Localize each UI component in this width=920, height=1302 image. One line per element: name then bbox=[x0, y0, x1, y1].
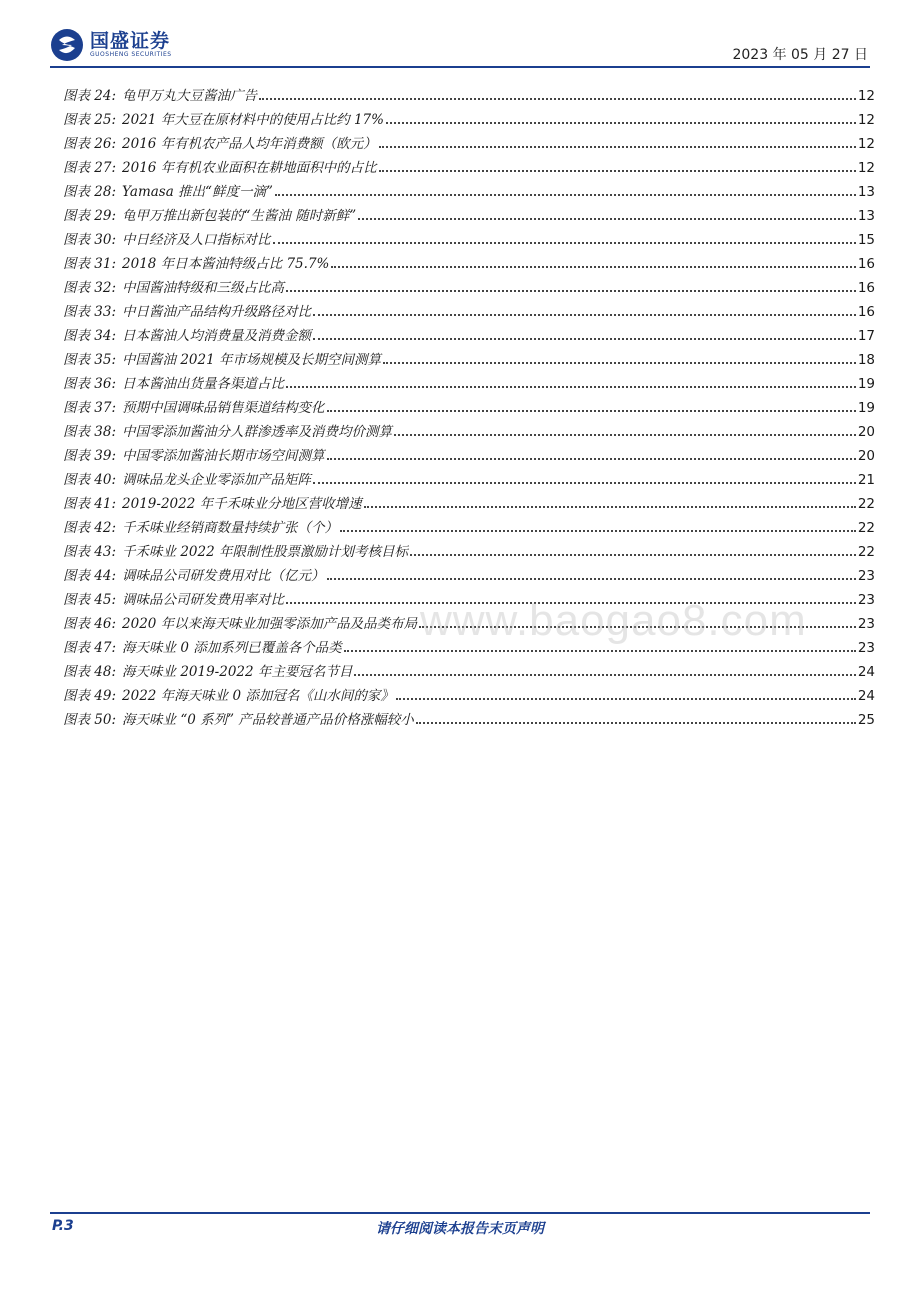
figure-label: 图表 37: bbox=[63, 400, 117, 416]
figure-label: 图表 26: bbox=[63, 136, 117, 152]
figure-label: 图表 32: bbox=[63, 280, 117, 296]
toc-entry[interactable] bbox=[63, 104, 875, 128]
figure-label: 图表 44: bbox=[63, 568, 117, 584]
dot-leader bbox=[364, 505, 856, 508]
figure-page-number: 15 bbox=[857, 232, 875, 248]
toc-entry[interactable] bbox=[63, 512, 875, 536]
figure-title: 调味品公司研发费用率对比 bbox=[122, 592, 285, 608]
figure-page-number: 21 bbox=[857, 472, 875, 488]
figure-page-number: 23 bbox=[857, 616, 875, 632]
dot-leader bbox=[327, 577, 856, 580]
figure-title: 中日酱油产品结构升级路径对比 bbox=[122, 304, 312, 320]
dot-leader bbox=[327, 409, 856, 412]
figure-title: 中国酱油 2021 年市场规模及长期空间测算 bbox=[122, 352, 381, 368]
toc-entry[interactable] bbox=[63, 464, 875, 488]
toc-entry[interactable] bbox=[63, 80, 875, 104]
dot-leader bbox=[273, 241, 856, 244]
dot-leader bbox=[331, 265, 855, 268]
figure-title: 预期中国调味品销售渠道结构变化 bbox=[122, 400, 325, 416]
figure-page-number: 20 bbox=[857, 424, 875, 440]
figure-title: 中日经济及人口指标对比 bbox=[122, 232, 271, 248]
figure-page-number: 12 bbox=[857, 88, 875, 104]
figure-title: 日本酱油出货量各渠道占比 bbox=[122, 376, 285, 392]
figure-label: 图表 33: bbox=[63, 304, 117, 320]
page-header bbox=[0, 0, 920, 70]
figure-label: 图表 45: bbox=[63, 592, 117, 608]
toc-entry[interactable] bbox=[63, 488, 875, 512]
toc-entry[interactable] bbox=[63, 680, 875, 704]
figure-label: 图表 43: bbox=[63, 544, 117, 560]
figure-page-number: 12 bbox=[857, 160, 875, 176]
figure-title: 调味品龙头企业零添加产品矩阵 bbox=[122, 472, 312, 488]
figure-title: 中国零添加酱油长期市场空间测算 bbox=[122, 448, 325, 464]
toc-entry[interactable] bbox=[63, 248, 875, 272]
dot-leader bbox=[358, 217, 856, 220]
figure-page-number: 24 bbox=[857, 664, 875, 680]
toc-entry[interactable] bbox=[63, 152, 875, 176]
figure-label: 图表 38: bbox=[63, 424, 117, 440]
dot-leader bbox=[344, 649, 856, 652]
figure-page-number: 22 bbox=[857, 496, 875, 512]
figure-title: 2016 年有机农业面积在耕地面积中的占比 bbox=[122, 160, 377, 176]
figure-page-number: 22 bbox=[857, 520, 875, 536]
figure-title: 千禾味业经销商数量持续扩张（个） bbox=[122, 520, 339, 536]
figure-title: 千禾味业 2022 年限制性股票激励计划考核目标 bbox=[122, 544, 408, 560]
figure-label: 图表 29: bbox=[63, 208, 117, 224]
guosheng-logo-icon bbox=[50, 28, 84, 62]
figure-page-number: 22 bbox=[857, 544, 875, 560]
header-divider bbox=[50, 66, 870, 68]
figure-page-number: 13 bbox=[857, 208, 875, 224]
toc-entry[interactable] bbox=[63, 416, 875, 440]
figure-label: 图表 28: bbox=[63, 184, 117, 200]
figure-title: 2022 年海天味业 0 添加冠名《山水间的家》 bbox=[122, 688, 394, 704]
dot-leader bbox=[313, 481, 856, 484]
figure-label: 图表 30: bbox=[63, 232, 117, 248]
toc-entry[interactable] bbox=[63, 368, 875, 392]
dot-leader bbox=[286, 289, 856, 292]
figure-label: 图表 41: bbox=[63, 496, 117, 512]
figure-title: 海天味业 2019-2022 年主要冠名节目 bbox=[122, 664, 353, 680]
figure-title: 龟甲万推出新包装的“生酱油 随时新鲜” bbox=[122, 208, 357, 224]
toc-entry[interactable] bbox=[63, 176, 875, 200]
figure-title: 调味品公司研发费用对比（亿元） bbox=[122, 568, 325, 584]
toc-entry[interactable] bbox=[63, 392, 875, 416]
figure-label: 图表 39: bbox=[63, 448, 117, 464]
figure-page-number: 24 bbox=[857, 688, 875, 704]
toc-entry[interactable] bbox=[63, 704, 875, 728]
figure-page-number: 23 bbox=[857, 640, 875, 656]
figure-page-number: 19 bbox=[857, 400, 875, 416]
figure-label: 图表 36: bbox=[63, 376, 117, 392]
figure-label: 图表 34: bbox=[63, 328, 117, 344]
figure-title: 海天味业 0 添加系列已覆盖各个品类 bbox=[122, 640, 342, 656]
dot-leader bbox=[340, 529, 856, 532]
toc-entry[interactable] bbox=[63, 440, 875, 464]
figure-page-number: 16 bbox=[857, 280, 875, 296]
figure-page-number: 13 bbox=[857, 184, 875, 200]
dot-leader bbox=[259, 97, 856, 100]
figure-page-number: 17 bbox=[857, 328, 875, 344]
logo-chinese-name: 国盛证券 bbox=[90, 30, 171, 52]
figure-label: 图表 27: bbox=[63, 160, 117, 176]
figure-label: 图表 49: bbox=[63, 688, 117, 704]
disclaimer-notice: 请仔细阅读本报告末页声明 bbox=[376, 1221, 544, 1237]
figure-label: 图表 50: bbox=[63, 712, 117, 728]
figure-title: 龟甲万丸大豆酱油广告 bbox=[122, 88, 258, 104]
figure-title: 中国零添加酱油分人群渗透率及消费均价测算 bbox=[122, 424, 393, 440]
figure-label: 图表 24: bbox=[63, 88, 117, 104]
dot-leader bbox=[416, 721, 856, 724]
toc-entry[interactable] bbox=[63, 656, 875, 680]
figure-title: 中国酱油特级和三级占比高 bbox=[122, 280, 285, 296]
toc-entry[interactable] bbox=[63, 272, 875, 296]
figure-page-number: 20 bbox=[857, 448, 875, 464]
dot-leader bbox=[396, 697, 856, 700]
figure-page-number: 23 bbox=[857, 592, 875, 608]
figure-page-number: 16 bbox=[857, 304, 875, 320]
dot-leader bbox=[379, 169, 856, 172]
figure-label: 图表 48: bbox=[63, 664, 117, 680]
figure-title: 2018 年日本酱油特级占比 75.7% bbox=[122, 256, 330, 272]
report-date: 2023 年 05 月 27 日 bbox=[732, 47, 868, 63]
toc-entry[interactable] bbox=[63, 128, 875, 152]
footer-divider bbox=[50, 1212, 870, 1214]
watermark: www.baogao8.com bbox=[420, 596, 807, 645]
dot-leader bbox=[275, 193, 856, 196]
figure-title: 2016 年有机农产品人均年消费额（欧元） bbox=[122, 136, 377, 152]
dot-leader bbox=[386, 121, 856, 124]
company-logo bbox=[50, 28, 172, 62]
dot-leader bbox=[313, 337, 856, 340]
dot-leader bbox=[354, 673, 855, 676]
toc-entry[interactable] bbox=[63, 560, 875, 584]
figure-label: 图表 35: bbox=[63, 352, 117, 368]
dot-leader bbox=[383, 361, 856, 364]
figure-title: 2020 年以来海天味业加强零添加产品及品类布局 bbox=[122, 616, 418, 632]
dot-leader bbox=[379, 145, 856, 148]
figure-page-number: 16 bbox=[857, 256, 875, 272]
dot-leader bbox=[394, 433, 856, 436]
dot-leader bbox=[327, 457, 856, 460]
dot-leader bbox=[313, 313, 856, 316]
figure-title: 海天味业 “0 系列” 产品较普通产品价格涨幅较小 bbox=[122, 712, 414, 728]
figure-label: 图表 47: bbox=[63, 640, 117, 656]
toc-entry[interactable] bbox=[63, 296, 875, 320]
figure-title: 2021 年大豆在原材料中的使用占比约 17% bbox=[122, 112, 384, 128]
figure-page-number: 12 bbox=[857, 112, 875, 128]
toc-entry[interactable] bbox=[63, 224, 875, 248]
figure-page-number: 12 bbox=[857, 136, 875, 152]
toc-entry[interactable] bbox=[63, 344, 875, 368]
figure-label: 图表 42: bbox=[63, 520, 117, 536]
figure-label: 图表 31: bbox=[63, 256, 117, 272]
figure-page-number: 19 bbox=[857, 376, 875, 392]
figure-page-number: 23 bbox=[857, 568, 875, 584]
dot-leader bbox=[286, 385, 856, 388]
logo-english-name: GUOSHENG SECURITIES bbox=[90, 51, 172, 58]
page-number: P.3 bbox=[52, 1218, 74, 1234]
figure-title: Yamasa 推出“鲜度一滴” bbox=[122, 184, 273, 200]
dot-leader bbox=[410, 553, 856, 556]
figure-label: 图表 40: bbox=[63, 472, 117, 488]
figure-page-number: 18 bbox=[857, 352, 875, 368]
figure-title: 2019-2022 年千禾味业分地区营收增速 bbox=[122, 496, 362, 512]
toc-entry[interactable] bbox=[63, 320, 875, 344]
toc-entry[interactable] bbox=[63, 536, 875, 560]
figure-page-number: 25 bbox=[857, 712, 875, 728]
figure-label: 图表 25: bbox=[63, 112, 117, 128]
figure-label: 图表 46: bbox=[63, 616, 117, 632]
toc-entry[interactable] bbox=[63, 200, 875, 224]
figure-title: 日本酱油人均消费量及消费金额 bbox=[122, 328, 312, 344]
